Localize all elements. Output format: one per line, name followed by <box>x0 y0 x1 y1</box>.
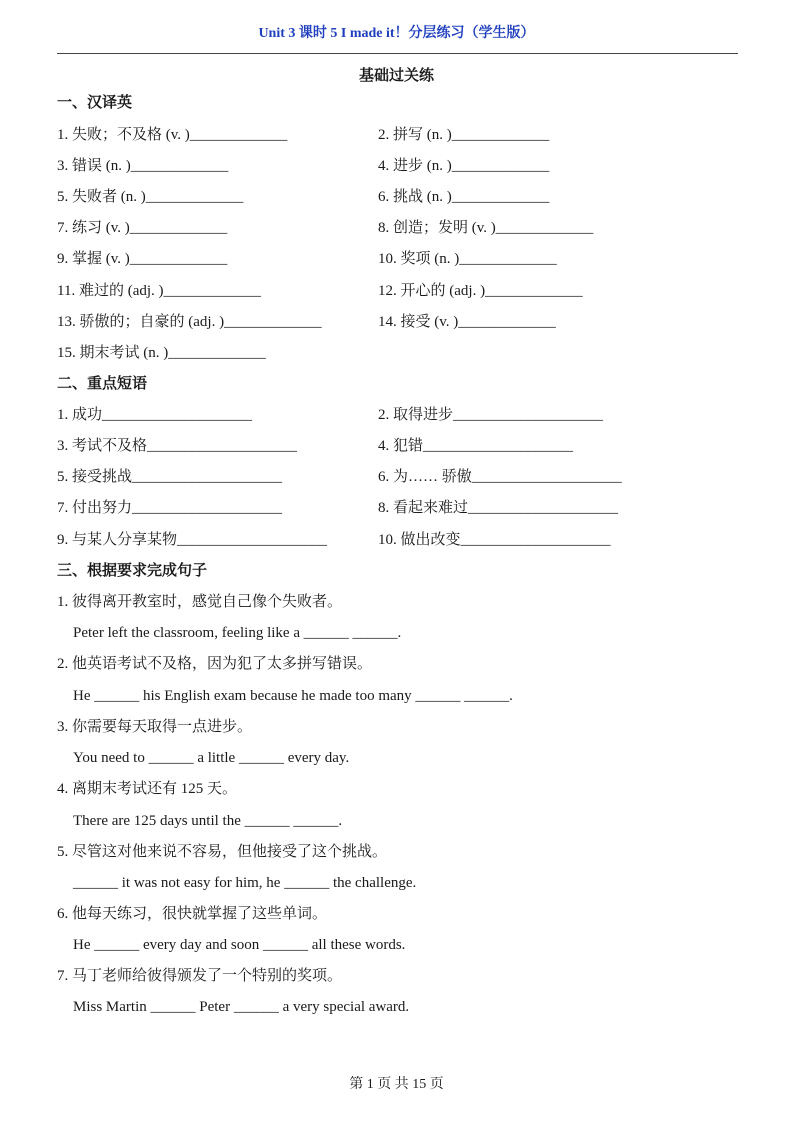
list-item: 4. 进步 (n. )_____________ <box>378 158 550 174</box>
question-english: ______ it was not easy for him, he ______ the challenge. <box>73 875 417 891</box>
list-item: 14. 接受 (v. )_____________ <box>378 314 556 330</box>
list-item: 15. 期末考试 (n. )_____________ <box>57 345 266 361</box>
list-item: 7. 付出努力____________________ <box>57 500 283 516</box>
page-number: 第 1 页 共 15 页 <box>349 1077 444 1092</box>
list-item: 9. 掌握 (v. )_____________ <box>57 251 228 267</box>
question-chinese: 5. 尽管这对他来说不容易，但他接受了这个挑战。 <box>57 844 388 860</box>
list-item: 3. 考试不及格____________________ <box>57 438 298 454</box>
list-item: 5. 接受挑战____________________ <box>57 469 283 485</box>
question-chinese: 3. 你需要每天取得一点进步。 <box>57 719 253 735</box>
section-heading-phrases: 二、重点短语 <box>57 376 148 392</box>
list-item: 2. 取得进步____________________ <box>378 407 604 423</box>
document-header: Unit 3 课时 5 I made it！分层练习（学生版） <box>258 26 535 41</box>
list-item: 4. 犯错____________________ <box>378 438 574 454</box>
question-english: Miss Martin ______ Peter ______ a very special award. <box>73 999 410 1015</box>
list-item: 8. 看起来难过____________________ <box>378 500 619 516</box>
question-chinese: 4. 离期末考试还有 125 天。 <box>57 781 238 797</box>
list-item: 9. 与某人分享某物____________________ <box>57 532 328 548</box>
list-item: 10. 做出改变____________________ <box>378 532 611 548</box>
list-item: 2. 拼写 (n. )_____________ <box>378 127 550 143</box>
section-heading-translation: 一、汉译英 <box>57 95 133 111</box>
question-chinese: 7. 马丁老师给彼得颁发了一个特别的奖项。 <box>57 968 343 984</box>
list-item: 7. 练习 (v. )_____________ <box>57 220 228 236</box>
question-english: There are 125 days until the ______ ______. <box>73 813 343 829</box>
list-item: 3. 错误 (n. )_____________ <box>57 158 229 174</box>
question-chinese: 2. 他英语考试不及格，因为犯了太多拼写错误。 <box>57 656 373 672</box>
list-item: 11. 难过的 (adj. )_____________ <box>57 283 262 299</box>
question-english: You need to ______ a little ______ every day. <box>73 750 350 766</box>
list-item: 10. 奖项 (n. )_____________ <box>378 251 557 267</box>
list-item: 1. 失败；不及格 (v. )_____________ <box>57 127 288 143</box>
list-item: 8. 创造；发明 (v. )_____________ <box>378 220 594 236</box>
question-english: He ______ every day and soon ______ all these words. <box>73 937 406 953</box>
list-item: 5. 失败者 (n. )_____________ <box>57 189 244 205</box>
list-item: 13. 骄傲的；自豪的 (adj. )_____________ <box>57 314 322 330</box>
header-rule <box>57 53 738 54</box>
list-item: 6. 为…… 骄傲____________________ <box>378 469 622 485</box>
list-item: 1. 成功____________________ <box>57 407 253 423</box>
list-item: 6. 挑战 (n. )_____________ <box>378 189 550 205</box>
question-english: Peter left the classroom, feeling like a ______ ______. <box>73 625 402 641</box>
list-item: 12. 开心的 (adj. )_____________ <box>378 283 583 299</box>
section-heading-sentences: 三、根据要求完成句子 <box>57 563 208 579</box>
page-title: 基础过关练 <box>358 68 434 84</box>
question-chinese: 1. 彼得离开教室时，感觉自己像个失败者。 <box>57 594 343 610</box>
question-chinese: 6. 他每天练习，很快就掌握了这些单词。 <box>57 906 328 922</box>
question-english: He ______ his English exam because he made too many ______ ______. <box>73 688 513 704</box>
